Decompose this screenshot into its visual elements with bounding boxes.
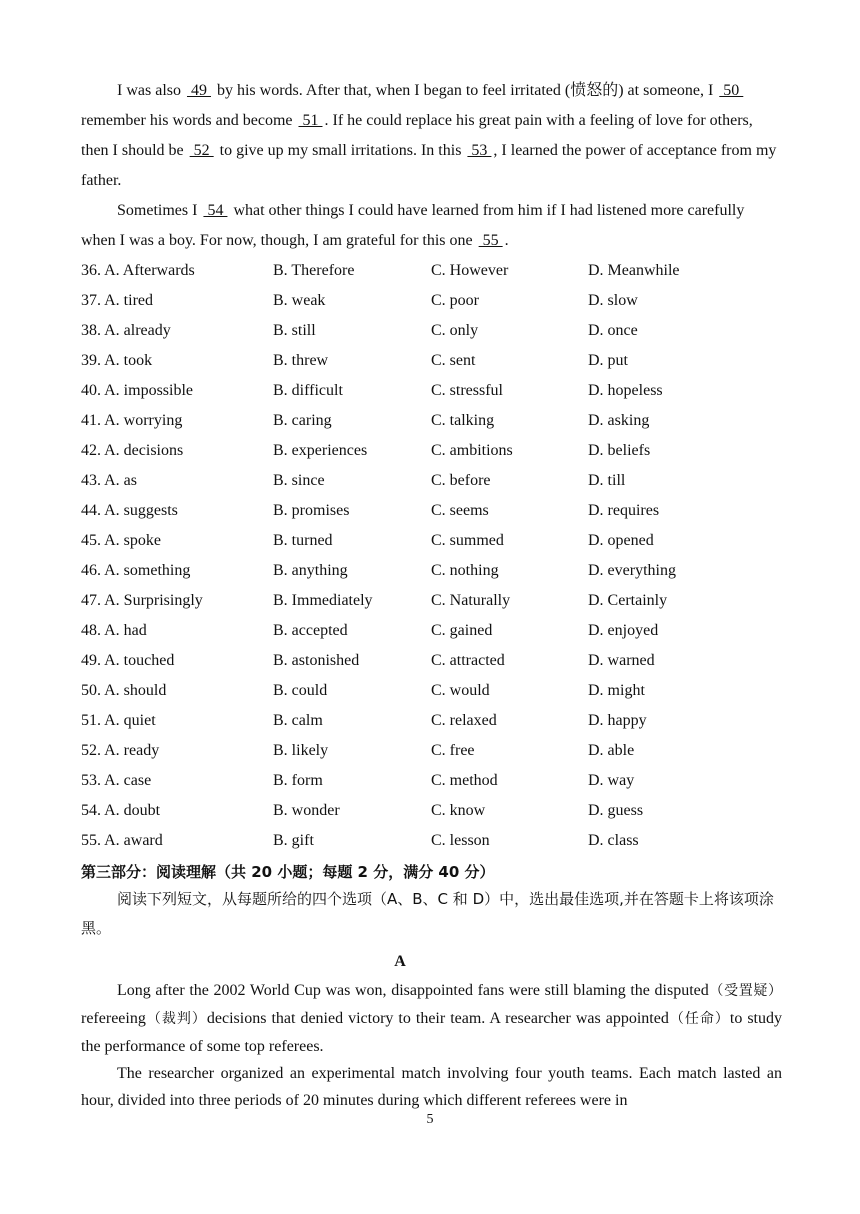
gloss: （裁判） [145, 1011, 207, 1027]
blank-55: 55 [478, 232, 503, 249]
cloze-text-run: what other things I could have learned from him if I had listened more carefully when I was a boy. For now, though, I am grateful for this one [81, 202, 745, 249]
option-b: B. Immediately [273, 592, 373, 609]
cloze-paragraph-1 [81, 76, 781, 196]
option-c: C. sent [431, 352, 476, 369]
cloze-text-run: . If he could replace his great pain with a feeling of love for others, then I should be [81, 112, 753, 159]
cloze-text-run: to give up my small irritations. In this [215, 142, 466, 159]
option-d: D. once [588, 322, 638, 339]
option-c: C. would [431, 682, 490, 699]
option-a: 45. A. spoke [81, 532, 161, 549]
option-row [81, 706, 781, 736]
option-b: B. promises [273, 502, 350, 519]
cloze-text-run: , I learned the power of acceptance from my father. [81, 142, 777, 189]
cloze-text-run: Sometimes I [117, 202, 202, 219]
option-d: D. guess [588, 802, 644, 819]
option-row [81, 796, 781, 826]
option-a: 46. A. something [81, 562, 191, 579]
option-b: B. astonished [273, 652, 360, 669]
blank-52: 52 [189, 142, 214, 159]
page-number: 5 [426, 1112, 434, 1127]
option-b: B. weak [273, 292, 326, 309]
option-row [81, 556, 781, 586]
option-b: B. caring [273, 412, 332, 429]
passage-a-paragraph-2: The researcher organized an experimental match involving four youth teams. Each match lasted an hour, divided into three periods of 20 minutes during which different referees were in [81, 1065, 782, 1109]
option-d: D. way [588, 772, 635, 789]
cloze-text-run: by his words. After that, when I began to feel irritated (愤怒的) at someone, I [212, 82, 718, 99]
option-row [81, 316, 781, 346]
option-d: D. hopeless [588, 382, 663, 399]
option-d: D. slow [588, 292, 638, 309]
gloss: （受置疑） [708, 983, 783, 999]
passage-text: Long after the 2002 World Cup was won, disappointed fans were still blaming the disputed [117, 982, 709, 999]
option-a: 54. A. doubt [81, 802, 161, 819]
blank-54: 54 [203, 202, 228, 219]
option-a: 39. A. took [81, 352, 153, 369]
option-a: 43. A. as [81, 472, 137, 489]
option-d: D. put [588, 352, 628, 369]
option-d: D. class [588, 832, 639, 849]
option-c: C. ambitions [431, 442, 513, 459]
option-d: D. happy [588, 712, 647, 729]
option-b: B. accepted [273, 622, 348, 639]
option-b: B. difficult [273, 382, 343, 399]
passage-text: refereeing [81, 1010, 146, 1027]
option-b: B. calm [273, 712, 323, 729]
option-d: D. Certainly [588, 592, 668, 609]
option-c: C. However [431, 262, 509, 279]
cloze-paragraph-2 [81, 196, 781, 256]
section-title: 第三部分：阅读理解（共 20 小题；每题 2 分，满分 40 分） [81, 863, 495, 881]
option-a: 40. A. impossible [81, 382, 194, 399]
option-d: D. might [588, 682, 645, 699]
option-d: D. warned [588, 652, 655, 669]
option-row [81, 406, 781, 436]
option-a: 55. A. award [81, 832, 163, 849]
option-d: D. Meanwhile [588, 262, 680, 279]
option-a: 38. A. already [81, 322, 171, 339]
option-b: B. likely [273, 742, 329, 759]
option-b: B. still [273, 322, 316, 339]
option-b: B. form [273, 772, 323, 789]
option-row [81, 646, 781, 676]
option-c: C. poor [431, 292, 479, 309]
option-b: B. Therefore [273, 262, 355, 279]
option-row [81, 256, 781, 286]
option-c: C. relaxed [431, 712, 497, 729]
option-c: C. gained [431, 622, 493, 639]
option-c: C. nothing [431, 562, 499, 579]
option-a: 37. A. tired [81, 292, 153, 309]
option-row [81, 766, 781, 796]
option-row [81, 676, 781, 706]
option-b: B. anything [273, 562, 348, 579]
option-b: B. turned [273, 532, 333, 549]
option-row [81, 826, 781, 856]
option-d: D. beliefs [588, 442, 651, 459]
blank-53: 53 [467, 142, 492, 159]
option-c: C. stressful [431, 382, 503, 399]
option-a: 49. A. touched [81, 652, 175, 669]
option-b: B. wonder [273, 802, 340, 819]
option-a: 47. A. Surprisingly [81, 592, 203, 609]
option-c: C. summed [431, 532, 504, 549]
option-row [81, 616, 781, 646]
cloze-text-run: I was also [117, 82, 185, 99]
blank-51: 51 [298, 112, 323, 129]
option-row [81, 466, 781, 496]
option-row [81, 736, 781, 766]
option-row [81, 436, 781, 466]
option-a: 53. A. case [81, 772, 152, 789]
option-a: 41. A. worrying [81, 412, 183, 429]
option-c: C. talking [431, 412, 495, 429]
option-c: C. know [431, 802, 486, 819]
option-c: C. only [431, 322, 479, 339]
option-a: 44. A. suggests [81, 502, 178, 519]
option-row [81, 376, 781, 406]
option-a: 48. A. had [81, 622, 147, 639]
section-instructions: 阅读下列短文，从每题所给的四个选项（A、B、C 和 D）中，选出最佳选项,并在答题卡上将该项涂黑。 [81, 890, 774, 937]
option-c: C. method [431, 772, 498, 789]
option-d: D. opened [588, 532, 654, 549]
option-a: 51. A. quiet [81, 712, 156, 729]
blank-49: 49 [186, 82, 211, 99]
option-c: C. free [431, 742, 475, 759]
option-a: 52. A. ready [81, 742, 160, 759]
option-d: D. asking [588, 412, 650, 429]
option-c: C. lesson [431, 832, 490, 849]
option-b: B. experiences [273, 442, 368, 459]
option-d: D. till [588, 472, 626, 489]
option-row [81, 586, 781, 616]
option-b: B. could [273, 682, 328, 699]
option-c: C. attracted [431, 652, 505, 669]
option-row [81, 526, 781, 556]
blank-50: 50 [719, 82, 744, 99]
option-d: D. everything [588, 562, 676, 579]
cloze-text-run: . [504, 232, 509, 249]
option-b: B. gift [273, 832, 314, 849]
passage-a [81, 977, 782, 1114]
option-c: C. Naturally [431, 592, 511, 609]
option-b: B. threw [273, 352, 329, 369]
options-list [81, 256, 781, 856]
passage-text: to study the performance of some top referees. [81, 1010, 783, 1055]
option-row [81, 286, 781, 316]
option-b: B. since [273, 472, 325, 489]
option-d: D. requires [588, 502, 660, 519]
gloss: （任命） [668, 1011, 730, 1027]
option-a: 42. A. decisions [81, 442, 184, 459]
cloze-text-run: remember his words and become [81, 112, 297, 129]
cloze-text [81, 76, 781, 256]
passage-heading: A [394, 953, 406, 970]
option-a: 36. A. Afterwards [81, 262, 195, 279]
option-a: 50. A. should [81, 682, 167, 699]
option-c: C. before [431, 472, 491, 489]
passage-text: decisions that denied victory to their team. A researcher was appointed [206, 1010, 669, 1027]
option-row [81, 346, 781, 376]
option-d: D. able [588, 742, 635, 759]
option-d: D. enjoyed [588, 622, 659, 639]
option-row [81, 496, 781, 526]
passage-a-paragraph-1 [81, 977, 782, 1060]
option-c: C. seems [431, 502, 489, 519]
